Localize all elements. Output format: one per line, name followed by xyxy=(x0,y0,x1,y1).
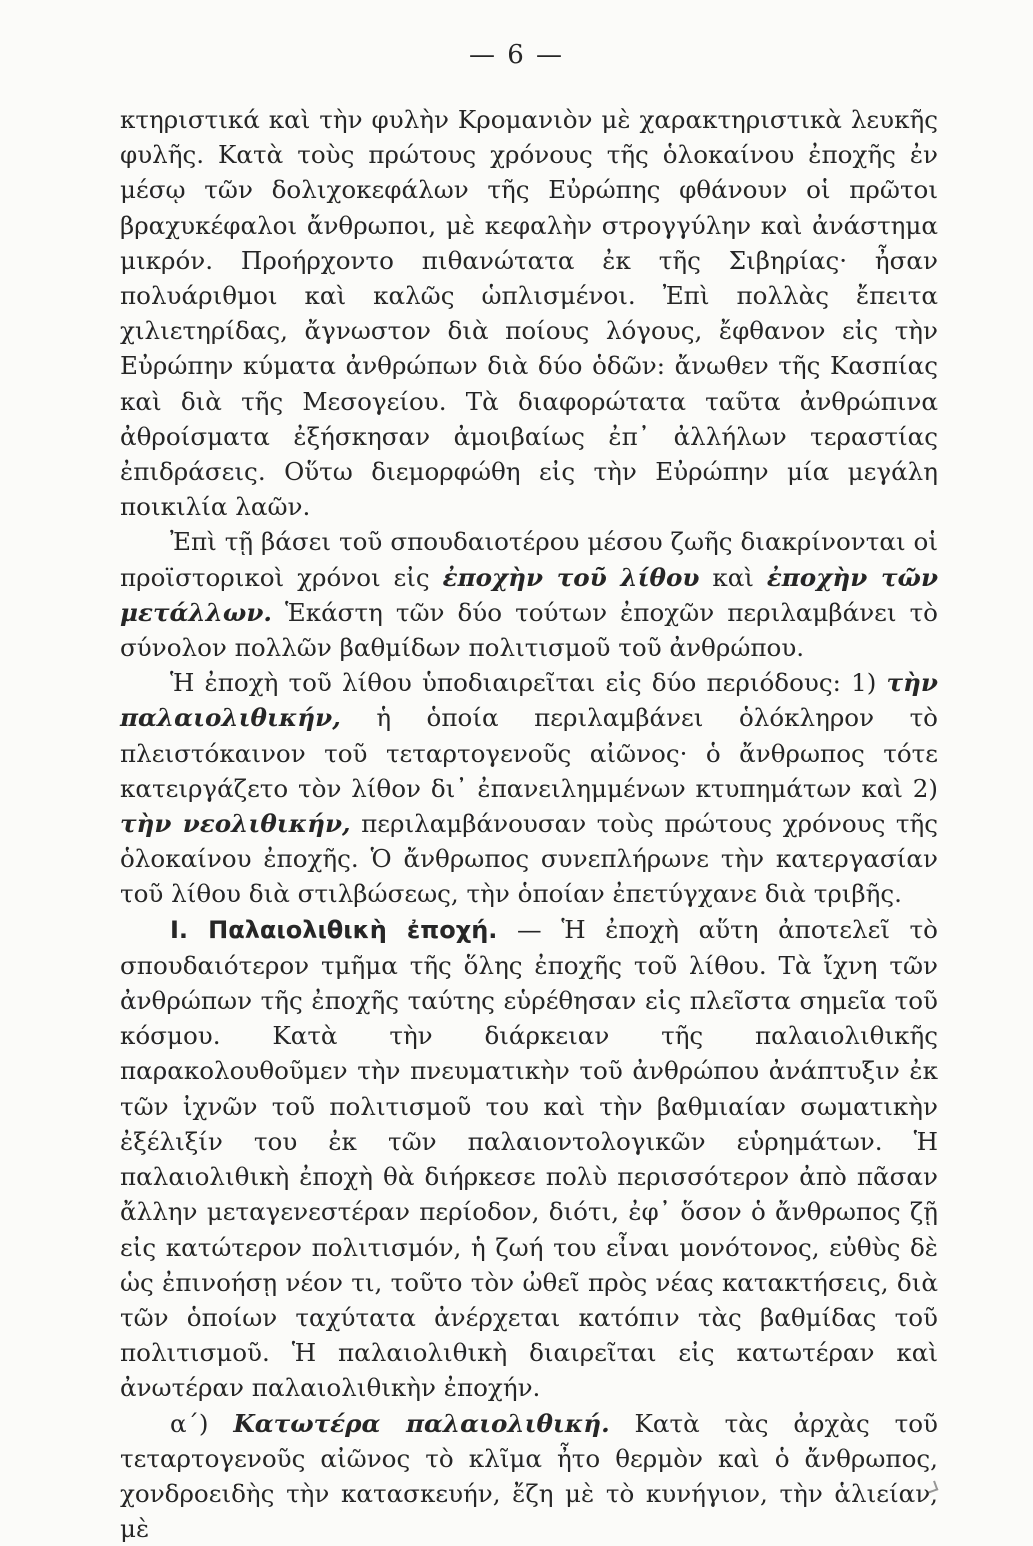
term-metal-age: ἐποχὴν τῶν μετάλλων. xyxy=(120,562,939,627)
p2-text-a: Ἐπὶ τῇ βάσει τοῦ σπουδαιοτέρου μέσου ζωῆς διακρίνονται οἱ προϊστορικοὶ χρόνοι εἰς xyxy=(120,527,938,592)
p2-text-e: Ἑκάστη τῶν δύο τούτων ἐποχῶν περιλαμβάνει τὸ σύνολον πολλῶν βαθμίδων πολιτισμοῦ τοῦ ἀνθρώπου. xyxy=(120,597,938,663)
p5-label: α΄) xyxy=(170,1408,209,1438)
term-neolithic: τὴν νεολιθικήν, xyxy=(120,809,351,839)
p5-text-c: Κατὰ τὰς ἀρχὰς τοῦ τεταρτογενοῦς αἰῶνος τὸ κλῖμα ἦτο θερμὸν καὶ ὁ ἄνθρωπος, χονδροειδὴς τὴν κατασκευήν, ἔζη μὲ τὸ κυνήγιον, τὴν ἁλιείαν, μὲ xyxy=(120,1408,938,1544)
p4-text-b: — Ἡ ἐποχὴ αὕτη ἀποτελεῖ τὸ σπουδαιότερον τμῆμα τῆς ὅλης ἐποχῆς τοῦ λίθου. Τὰ ἴχνη τῶν ἀνθρώπων τῆς ἐποχῆς ταύτης εὑρέθησαν εἰς πλεῖστα σημεῖα τοῦ κόσμου. Κατὰ τὴν διάρκειαν τῆς παλαιολιθικῆς παρακολουθοῦμεν τὴν πνευματικὴν τοῦ ἀνθρώπου ἀνάπτυξιν ἐκ τῶν ἰχνῶν τοῦ πολιτισμοῦ του καὶ τὴν βαθμιαίαν σωματικὴν ἐξέλιξίν του ἐκ τῶν παλαιοντολογικῶν εὑρημάτων. Ἡ παλαιολιθικὴ ἐποχὴ θὰ διήρκεσε πολὺ περισσότερον ἀπὸ πᾶσαν ἄλλην μεταγενεστέραν περίοδον, διότι, ἐφ᾽ ὅσον ὁ ἄνθρωπος ζῇ εἰς κατώτερον πολιτισμόν, ἡ ζωή του εἶναι μονότονος, εὐθὺς δὲ ὡς ἐπινοήσῃ νέον τι, τοῦτο τὸν ὠθεῖ πρὸς νέας κατακτήσεις, διὰ τῶν ὁποίων ταχύτατα ἀνέρχεται κατόπιν τὰς βαθμίδας τοῦ πολιτισμοῦ. Ἡ παλαιολιθικὴ διαιρεῖται εἰς κατωτέραν καὶ ἀνωτέραν παλαιολιθικὴν ἐποχήν. xyxy=(120,914,938,1403)
p3-text-e: περιλαμβάνουσαν τοὺς πρώτους χρόνους τῆς ὁλοκαίνου ἐποχῆς. Ὁ ἄνθρωπος συνεπλήρωνε τὴν κατεργασίαν τοῦ λίθου διὰ στιλβώσεως, τὴν ὁποίαν ἐπετύγχανε διὰ τριβῆς. xyxy=(120,809,938,909)
paragraph-4 xyxy=(120,912,938,1406)
p3-text-a: Ἡ ἐποχὴ τοῦ λίθου ὑποδιαιρεῖται εἰς δύο περιόδους: 1) xyxy=(170,668,877,698)
paragraph-3 xyxy=(120,665,938,911)
p3-text-c: ἡ ὁποία περιλαμβάνει ὁλόκληρον τὸ πλειστόκαινον τοῦ τεταρτογενοῦς αἰῶνος· ὁ ἄνθρωπος τότε κατειργάζετο τὸν λίθον δι᾽ ἐπανειλημμένων κτυπημάτων καὶ 2) xyxy=(120,703,938,803)
subsection-heading-lower-paleolithic: Κατωτέρα παλαιολιθική. xyxy=(233,1408,610,1438)
body-text xyxy=(120,102,938,1546)
paragraph-1: κτηριστικά καὶ τὴν φυλὴν Κρομανιὸν μὲ χαρακτηριστικὰ λευκῆς φυλῆς. Κατὰ τοὺς πρώτους χρόνους τῆς ὁλοκαίνου ἐποχῆς ἐν μέσῳ τῶν δολιχοκεφάλων τῆς Εὐρώπης φθάνουν οἱ πρῶτοι βραχυκέφαλοι ἄνθρωποι, μὲ κεφαλὴν στρογγύλην καὶ ἀνάστημα μικρόν. Προήρχοντο πιθανώτατα ἐκ τῆς Σιβηρίας· ἦσαν πολυάριθμοι καὶ καλῶς ὡπλισμένοι. Ἐπὶ πολλὰς ἔπειτα χιλιετηρίδας, ἄγνωστον διὰ ποίους λόγους, ἔφθανον εἰς τὴν Εὐρώπην κύματα ἀνθρώπων διὰ δύο ὁδῶν: ἄνωθεν τῆς Κασπίας καὶ διὰ τῆς Μεσογείου. Τὰ διαφορώτατα ταῦτα ἀνθρώπινα ἀθροίσματα ἐξήσκησαν ἀμοιβαίως ἐπ᾽ ἀλλήλων τεραστίας ἐπιδράσεις. Οὕτω διεμορφώθη εἰς τὴν Εὐρώπην μία μεγάλη ποικιλία λαῶν. xyxy=(120,105,938,522)
p2-text-c: καὶ xyxy=(712,562,754,592)
term-paleolithic: τὴν παλαιολιθικήν, xyxy=(120,668,938,733)
paragraph-5 xyxy=(120,1406,938,1546)
page-number: — 6 — xyxy=(468,40,565,70)
section-heading-paleolithic: I. Παλαιολιθικὴ ἐποχή. xyxy=(170,915,498,944)
paragraph-2 xyxy=(120,524,938,665)
term-stone-age: ἐποχὴν τοῦ λίθου xyxy=(442,562,700,592)
